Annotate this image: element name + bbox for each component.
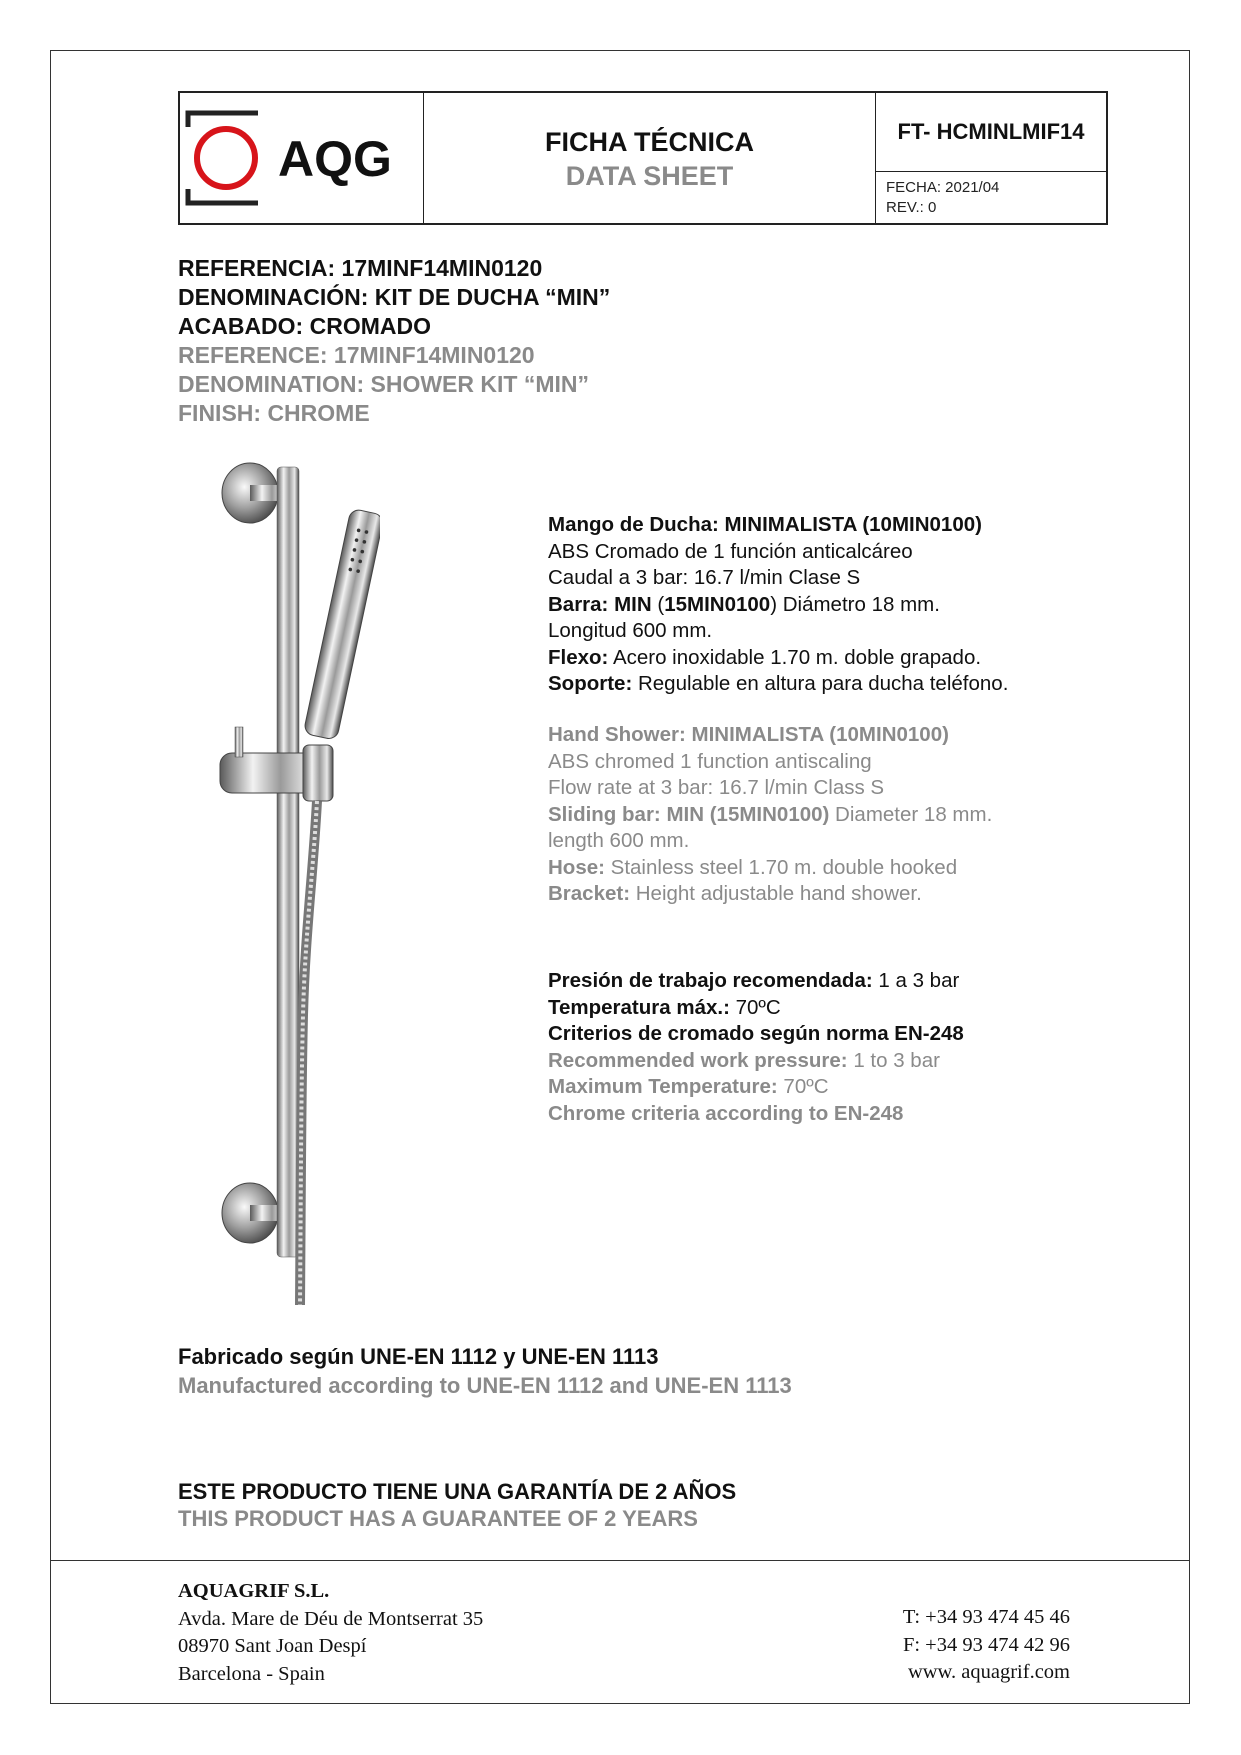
reference-en: REFERENCE: 17MINF14MIN0120 <box>178 342 535 368</box>
working-conditions <box>548 968 964 1127</box>
specs-en <box>548 722 992 908</box>
denomination-es: DENOMINACIÓN: KIT DE DUCHA “MIN” <box>178 284 611 310</box>
spec-en-bar-label: Sliding bar: MIN (15MIN0100) <box>548 802 830 826</box>
spec-es-hose: Acero inoxidable 1.70 m. doble grapado. <box>608 645 982 669</box>
spec-en-bracket: Height adjustable hand shower. <box>630 882 922 905</box>
logo-text: AQG <box>278 131 392 187</box>
reference-block <box>178 254 610 428</box>
phone: T: +34 93 474 45 46 <box>902 1606 1070 1628</box>
spec-en-bar: Diameter 18 mm. <box>829 802 993 826</box>
doc-date: FECHA: 2021/04 <box>886 179 1000 196</box>
spec-en-material: ABS chromed 1 function antiscaling <box>548 749 872 773</box>
spec-es-bracket: Regulable en altura para ducha teléfono. <box>632 672 1009 695</box>
spec-es-bar-code: 15MIN0100 <box>664 592 771 616</box>
title-cell <box>424 93 876 223</box>
fax: F: +34 93 474 42 96 <box>902 1633 1070 1656</box>
website-link[interactable]: www. aquagrif.com <box>907 1661 1070 1683</box>
title-es: FICHA TÉCNICA <box>545 127 754 157</box>
guarantee-es: ESTE PRODUCTO TIENE UNA GARANTÍA DE 2 AÑOS <box>178 1479 737 1504</box>
temperature-en: 70ºC <box>777 1075 829 1098</box>
spec-es-hose-label: Flexo: <box>548 645 609 669</box>
temperature-es-label: Temperatura máx.: <box>548 995 730 1019</box>
address-line-1: Avda. Mare de Déu de Montserrat 35 <box>178 1607 484 1630</box>
aqg-logo <box>180 93 424 223</box>
pressure-en: 1 to 3 bar <box>847 1048 940 1072</box>
spec-en-length: length 600 mm. <box>548 829 690 852</box>
footer-contact <box>860 1604 1070 1687</box>
standards-block <box>178 1342 792 1400</box>
doc-rev: REV.: 0 <box>886 199 937 216</box>
spec-es-bracket-label: Soporte: <box>548 672 633 695</box>
logo-cell <box>180 93 424 223</box>
shower-kit-image <box>205 455 380 1305</box>
spec-en-handshower: Hand Shower: MINIMALISTA (10MIN0100) <box>548 723 949 746</box>
spec-es-bar-diameter: ) Diámetro 18 mm. <box>770 592 940 616</box>
header-table <box>178 91 1108 225</box>
denomination-en: DENOMINATION: SHOWER KIT “MIN” <box>178 371 589 397</box>
spec-es-flow: Caudal a 3 bar: 16.7 l/min Clase S <box>548 566 861 589</box>
spec-en-flow: Flow rate at 3 bar: 16.7 l/min Class S <box>548 776 885 799</box>
finish-es: ACABADO: CROMADO <box>178 313 431 339</box>
pressure-es: 1 a 3 bar <box>872 969 960 992</box>
guarantee-en: THIS PRODUCT HAS A GUARANTEE OF 2 YEARS <box>178 1506 698 1531</box>
guarantee-block <box>178 1478 736 1532</box>
spec-es-bar-label: Barra: <box>548 592 609 616</box>
spec-en-bracket-label: Bracket: <box>548 882 631 905</box>
temperature-en-label: Maximum Temperature: <box>548 1075 778 1098</box>
company-name: AQUAGRIF S.L. <box>178 1580 330 1602</box>
reference-es: REFERENCIA: 17MINF14MIN0120 <box>178 255 543 281</box>
standard-es: Fabricado según UNE-EN 1112 y UNE-EN 1113 <box>178 1344 659 1369</box>
address-line-2: 08970 Sant Joan Despí <box>178 1635 367 1657</box>
footer-divider <box>50 1560 1190 1561</box>
footer-address <box>178 1578 483 1688</box>
address-line-3: Barcelona - Spain <box>178 1662 325 1685</box>
chrome-criteria-es: Criterios de cromado según norma EN-248 <box>548 1022 964 1045</box>
spec-es-length: Longitud 600 mm. <box>548 619 713 642</box>
code-cell <box>876 93 1106 223</box>
temperature-es: 70ºC <box>729 995 781 1019</box>
standard-en: Manufactured according to UNE-EN 1112 and UNE-EN 1113 <box>178 1373 792 1398</box>
pressure-en-label: Recommended work pressure: <box>548 1048 848 1072</box>
spec-es-material: ABS Cromado de 1 función anticalcáreo <box>548 539 913 563</box>
specs-es <box>548 512 1008 698</box>
spec-es-bar-model: MIN <box>614 592 652 616</box>
spec-es-handshower: Mango de Ducha: MINIMALISTA (10MIN0100) <box>548 513 982 536</box>
spec-en-hose: Stainless steel 1.70 m. double hooked <box>604 855 958 879</box>
title-en: DATA SHEET <box>565 161 734 191</box>
spec-es-bar-paren: ( <box>651 592 665 616</box>
finish-en: FINISH: CHROME <box>178 400 370 426</box>
logo-ring-icon <box>197 129 255 187</box>
pressure-es-label: Presión de trabajo recomendada: <box>548 969 873 992</box>
chrome-criteria-en: Chrome criteria according to EN-248 <box>548 1101 904 1125</box>
spec-en-hose-label: Hose: <box>548 855 605 879</box>
doc-code: FT- HCMINLMIF14 <box>876 93 1106 172</box>
